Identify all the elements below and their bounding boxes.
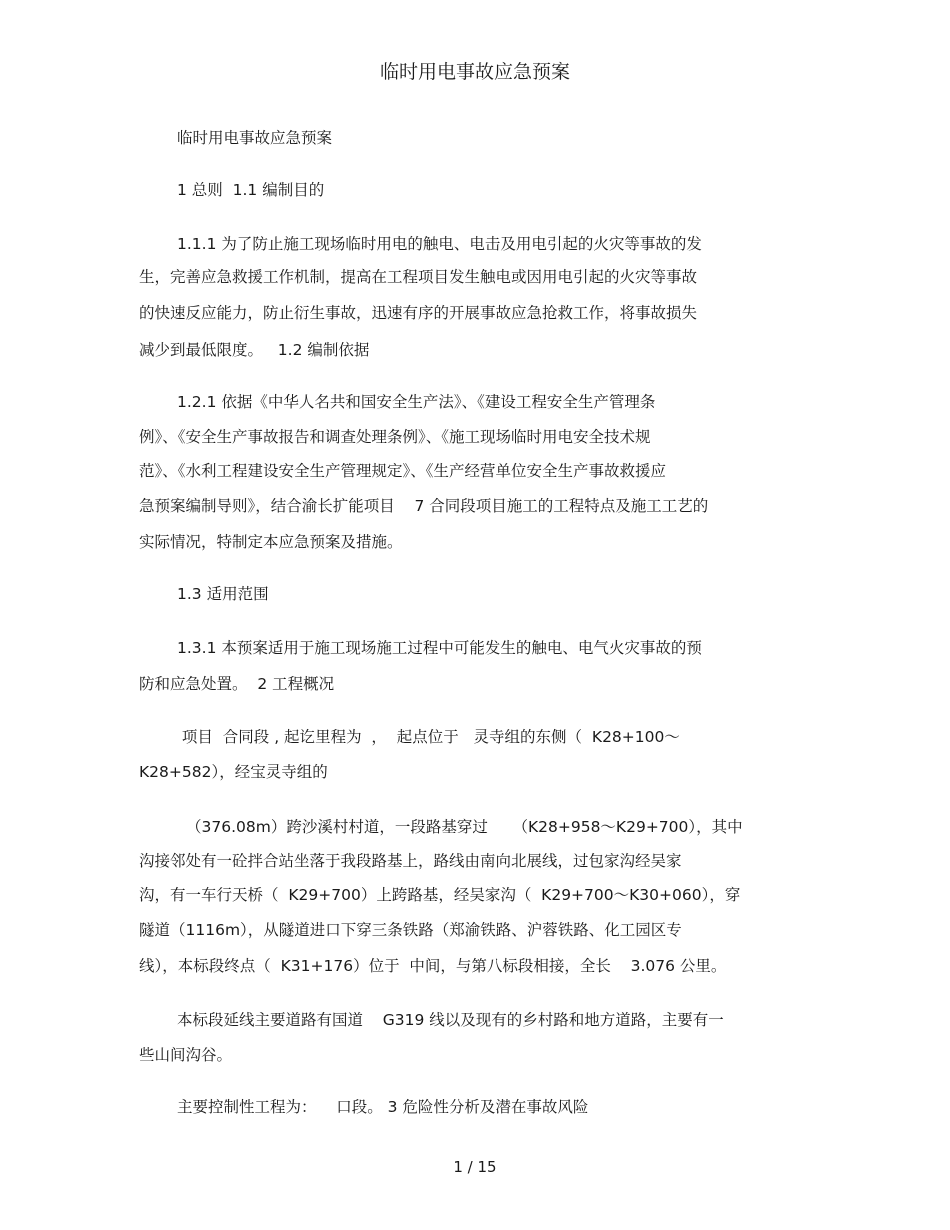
text-line: 临时用电事故应急预案: [177, 129, 333, 147]
text-line: 实际情况，特制定本应急预案及措施。: [139, 533, 403, 551]
text-line: 1.3 适用范围: [177, 585, 269, 603]
text-line: 例》、《安全生产事故报告和调查处理条例》、《施工现场临时用电安全技术规: [139, 428, 651, 446]
page-indicator: 1 / 15: [453, 1158, 497, 1176]
text-line: 急预案编制导则》，结合渝长扩能项目 7 合同段项目施工的工程特点及施工工艺的: [139, 497, 709, 515]
text-line: 项目 合同段 , 起讫里程为 ， 起点位于 灵寺组的东侧（ K28+100～: [177, 728, 680, 746]
text-line: 沟接邻处有一砼拌合站坐落于我段路基上，路线由南向北展线，过包家沟经吴家: [139, 852, 682, 870]
text-line: 本标段延线主要道路有国道 G319 线以及现有的乡村路和地方道路，主要有一: [177, 1011, 724, 1029]
text-line: 1.3.1 本预案适用于施工现场施工过程中可能发生的触电、电气火灾事故的预: [177, 639, 702, 657]
text-line: 1.1.1 为了防止施工现场临时用电的触电、电击及用电引起的火灾等事故的发: [177, 235, 702, 253]
text-line: 沟，有一车行天桥（ K29+700）上跨路基，经吴家沟（ K29+700～K30+060），穿: [139, 886, 741, 904]
text-line: K28+582），经宝灵寺组的: [139, 763, 328, 781]
text-line: 生，完善应急救援工作机制，提高在工程项目发生触电或因用电引起的火灾等事故: [139, 268, 698, 286]
text-line: 主要控制性工程为： 口段。 3 危险性分析及潜在事故风险: [177, 1098, 589, 1116]
text-line: 1.2.1 依据《中华人名共和国安全生产法》、《建设工程安全生产管理条: [177, 393, 656, 411]
document-title: 临时用电事故应急预案: [379, 61, 570, 83]
text-line: 线），本标段终点（ K31+176）位于 中间，与第八标段相接，全长 3.076 公里。: [139, 957, 727, 975]
text-line: 些山间沟谷。: [139, 1046, 233, 1064]
text-line: 范》、《水利工程建设安全生产管理规定》、《生产经营单位安全生产事故救援应: [139, 462, 667, 480]
text-line: 防和应急处置。 2 工程概况: [139, 675, 335, 693]
text-line: 隧道（1116m），从隧道进口下穿三条铁路（郑渝铁路、沪蓉铁路、化工园区专: [139, 921, 682, 939]
text-line: （376.08m）跨沙溪村村道，一段路基穿过 （K28+958～K29+700），其中: [186, 818, 743, 836]
text-line: 的快速反应能力，防止衍生事故，迅速有序的开展事故应急抢救工作，将事故损失: [139, 304, 698, 322]
text-line: 减少到最低限度。 1.2 编制依据: [139, 341, 370, 359]
text-line: 1 总则 1.1 编制目的: [177, 181, 325, 199]
